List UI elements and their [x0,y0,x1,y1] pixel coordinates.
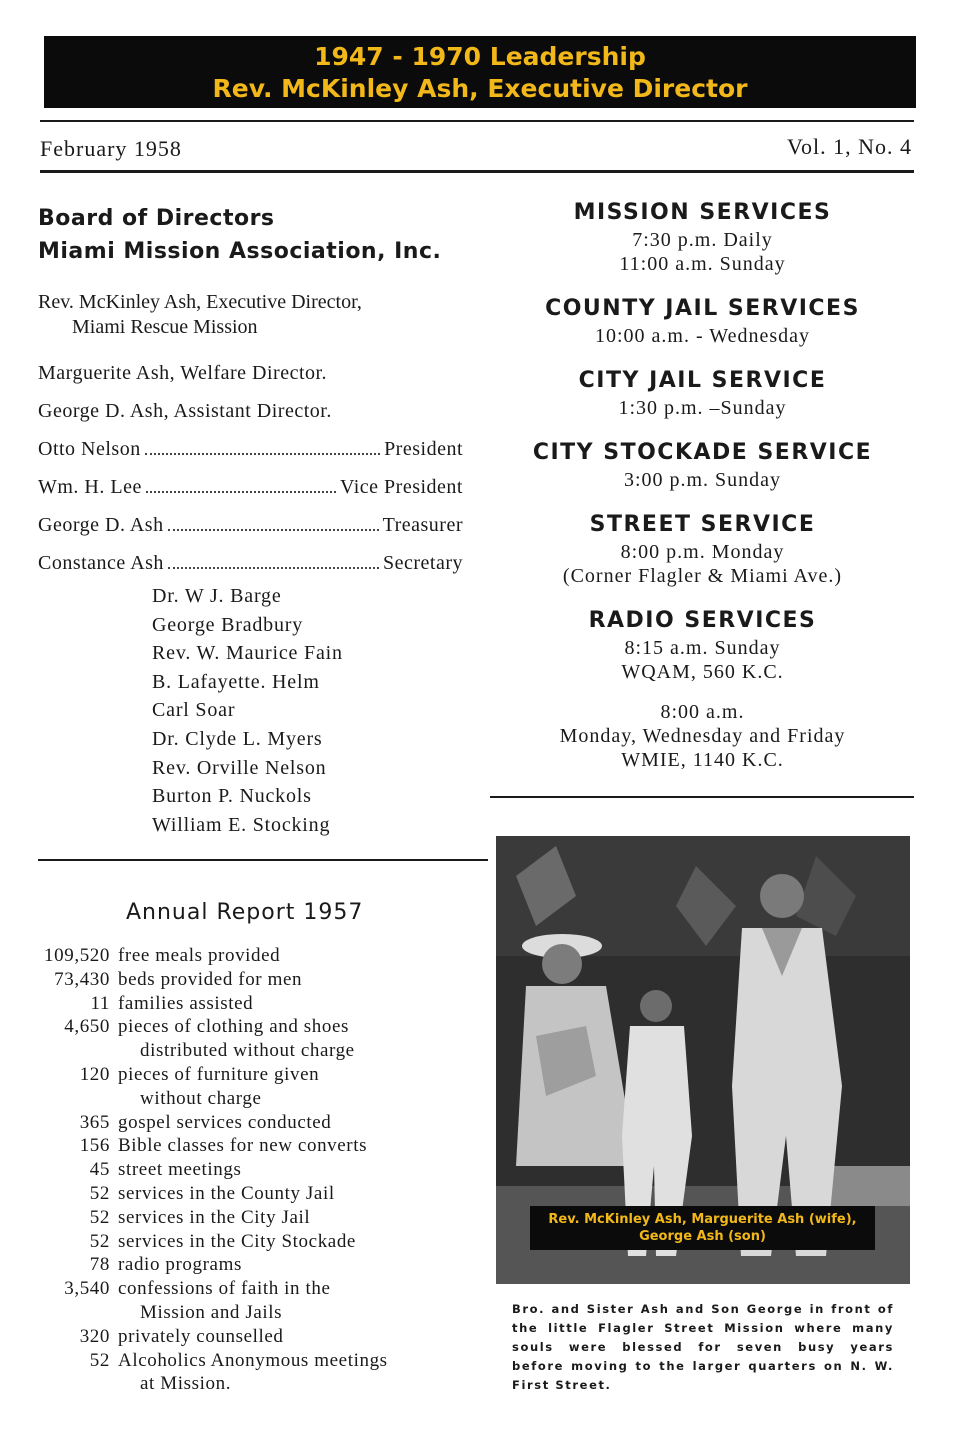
masthead-top-rule [40,120,914,122]
report-number: 52 [89,1206,110,1228]
report-item [30,944,460,968]
radio-time: 8:00 a.m. [660,701,745,723]
report-text-line: pieces of furniture given [118,1063,320,1085]
officer-row [38,544,463,582]
radio-station: WMIE, 1140 K.C. [621,749,784,771]
report-number: 78 [89,1254,110,1276]
staff-line: Marguerite Ash, Welfare Director. [38,362,328,384]
report-text: services in the County Jail [118,1182,335,1204]
report-number: 4,650 [64,1016,110,1038]
report-number: 320 [79,1325,110,1347]
board-member: George Bradbury [152,613,304,636]
photo-caption-line1: Rev. McKinley Ash, Marguerite Ash (wife), [548,1212,857,1227]
officer-role: President [384,438,463,460]
board-officers [38,290,463,582]
report-number: 45 [89,1159,110,1181]
report-item [30,1111,460,1135]
report-text-continued: distributed without charge [140,1040,355,1062]
service-title: COUNTY JAIL SERVICES [545,296,860,321]
staff-entry [38,290,463,340]
service-title: STREET SERVICE [589,512,816,537]
report-number: 73,430 [54,968,110,990]
service-title: CITY STOCKADE SERVICE [532,440,873,465]
board-heading-line2: Miami Mission Association, Inc. [38,239,442,264]
dot-leader [145,453,380,455]
officer-row [38,506,463,544]
report-text: street meetings [118,1159,242,1181]
board-member: Dr. W J. Barge [152,585,282,607]
report-text-line: confessions of faith in the [118,1278,331,1300]
report-text: gospel services conducted [118,1111,332,1133]
service-location: (Corner Flagler & Miami Ave.) [562,565,843,587]
board-member: Burton P. Nuckols [152,785,312,808]
staff-line: George D. Ash, Assistant Director. [38,400,332,422]
photo-note: Bro. and Sister Ash and Son George in front of the little Flagler Street Mission where many souls were blessed for seven busy years before moving to the larger quarters on N. W. First Street. [512,1302,894,1392]
report-item [30,1134,460,1158]
staff-entry [38,392,463,430]
board-member: Rev. W. Maurice Fain [152,642,343,665]
radio-days: Monday, Wednesday and Friday [559,725,846,747]
report-text [118,1277,460,1325]
report-number: 11 [90,992,110,1014]
radio-station: WQAM, 560 K.C. [621,661,784,683]
service-schedule: 7:30 p.m. Daily [632,229,773,251]
services-column [490,198,915,780]
service-schedule: 8:00 p.m. Monday [620,541,785,563]
service-block [490,606,915,772]
report-text-line: Alcoholics Anonymous meetings [118,1349,388,1371]
report-text-continued: Mission and Jails [140,1301,283,1323]
masthead-bottom-rule [40,170,914,173]
officer-role: Secretary [382,552,463,574]
report-text: families assisted [118,992,254,1014]
officer-name: Constance Ash [38,552,164,574]
report-text: services in the City Stockade [118,1230,356,1252]
report-text [118,1015,460,1063]
officer-role: Vice President [340,476,463,498]
service-schedule: 3:00 p.m. Sunday [623,469,782,491]
report-text-line: pieces of clothing and shoes [118,1016,350,1038]
officer-row [38,468,463,506]
report-item [30,1253,460,1277]
service-schedule: 11:00 a.m. Sunday [619,253,786,275]
board-member: Carl Soar [152,699,236,722]
header-banner [44,36,916,108]
board-members-list [152,582,343,839]
report-number: 52 [89,1349,110,1371]
report-item [30,1230,460,1254]
board-member: Rev. Orville Nelson [152,756,327,779]
service-block [490,198,915,276]
banner-title: 1947 - 1970 Leadership [314,42,646,71]
board-bottom-rule [38,859,488,861]
report-number: 365 [79,1111,110,1133]
report-item [30,992,460,1016]
officer-name: Otto Nelson [38,438,141,460]
board-member: B. Lafayette. Helm [152,670,320,693]
report-number: 52 [89,1230,110,1252]
report-item [30,1349,460,1397]
staff-entry [38,354,463,392]
report-number: 109,520 [44,945,110,966]
officer-name: Wm. H. Lee [38,476,142,498]
officer-name: George D. Ash [38,514,164,536]
annual-report-list [30,944,460,1396]
report-text: beds provided for men [118,968,303,990]
issue-volume: Vol. 1, No. 4 [786,134,912,159]
report-text: free meals provided [118,945,281,966]
board-heading [38,202,441,268]
report-item [30,1158,460,1182]
dot-leader [146,491,336,493]
officer-row [38,430,463,468]
report-text: Bible classes for new converts [118,1135,368,1157]
report-number: 156 [79,1135,110,1157]
service-block [490,510,915,588]
service-schedule: 10:00 a.m. - Wednesday [595,325,810,347]
staff-line: Rev. McKinley Ash, Executive Director, [38,291,362,313]
photo-caption [530,1206,875,1250]
report-text [118,1349,460,1397]
service-schedule: 1:30 p.m. –Sunday [618,397,787,419]
report-item [30,1277,460,1325]
service-title: MISSION SERVICES [573,200,832,225]
report-item [30,1325,460,1349]
dot-leader [168,529,379,531]
service-block [490,438,915,492]
report-item [30,1182,460,1206]
report-number: 120 [79,1063,110,1085]
board-heading-line1: Board of Directors [38,206,275,231]
report-number: 3,540 [64,1278,110,1300]
report-text: privately counselled [118,1325,284,1347]
board-member: Dr. Clyde L. Myers [152,727,323,750]
report-item [30,1063,460,1111]
service-title: CITY JAIL SERVICE [578,368,827,393]
board-member: William E. Stocking [152,813,331,836]
photo-caption-line2: George Ash (son) [639,1229,766,1244]
report-item [30,1206,460,1230]
report-text [118,1063,460,1111]
report-number: 52 [89,1182,110,1204]
services-bottom-rule [490,796,914,798]
report-item [30,968,460,992]
report-text: radio programs [118,1254,242,1276]
report-text: services in the City Jail [118,1206,311,1228]
report-item [30,1015,460,1063]
dot-leader [168,567,379,569]
service-block [490,294,915,348]
staff-line-continued: Miami Rescue Mission [72,316,258,338]
service-block [490,366,915,420]
annual-report-title: Annual Report 1957 [126,900,364,925]
officer-role: Treasurer [382,514,463,536]
service-title: RADIO SERVICES [588,608,817,633]
report-text-continued: at Mission. [140,1373,232,1395]
banner-subtitle: Rev. McKinley Ash, Executive Director [212,74,748,103]
issue-date: February 1958 [40,136,182,161]
service-schedule: 8:15 a.m. Sunday [624,637,781,659]
report-text-continued: without charge [140,1087,262,1109]
